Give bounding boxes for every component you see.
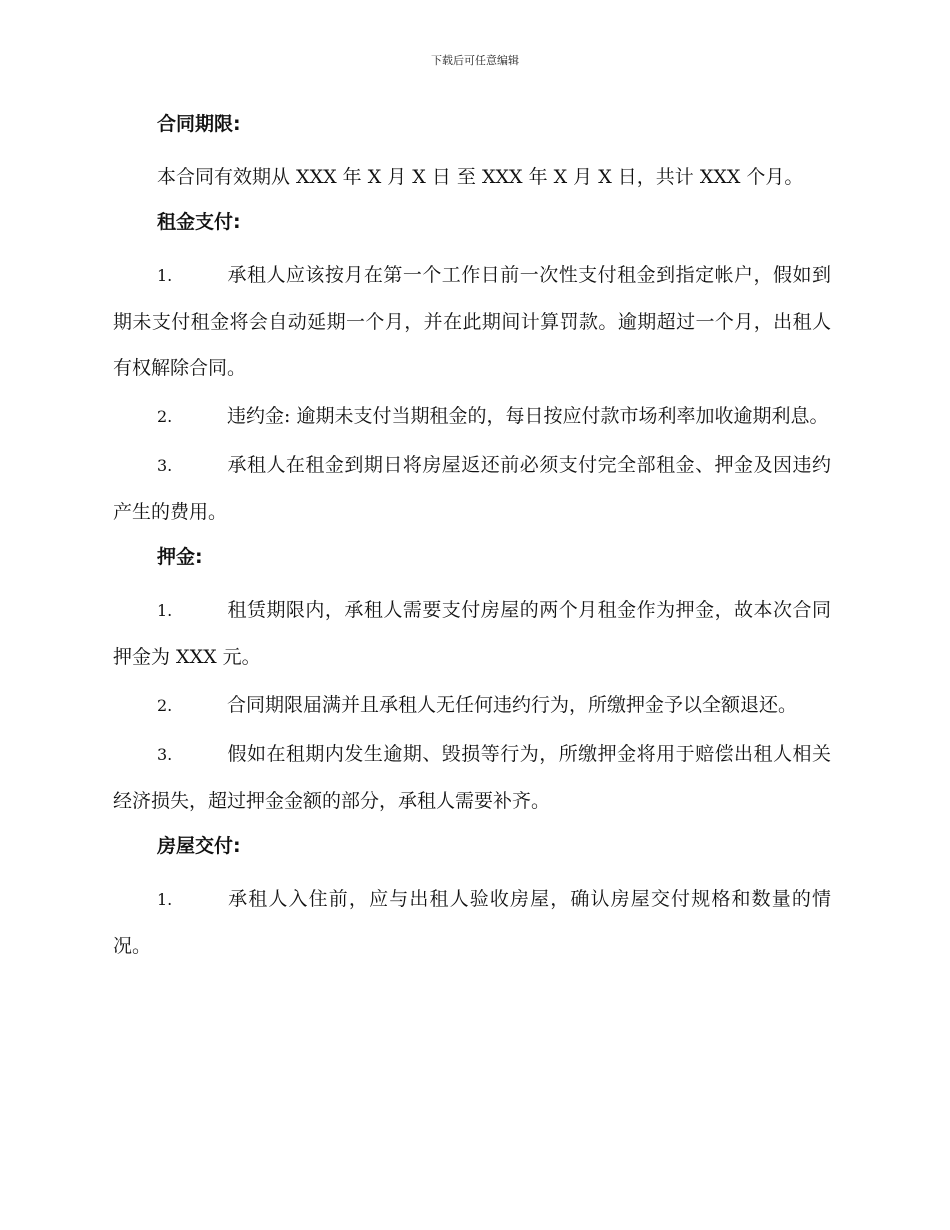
delivery-item-text: 承租人入住前，应与出租人验收房屋，确认房屋交付规格和数量的情况。 (113, 888, 831, 957)
deposit-item-number: 3. (157, 745, 173, 764)
rent-item (113, 252, 831, 391)
page-header: 下载后可任意编辑 (431, 54, 519, 67)
rent-item-text: 承租人在租金到期日将房屋返还前必须支付完全部租金、押金及因违约产生的费用。 (113, 454, 831, 523)
deposit-item (113, 731, 831, 824)
deposit-item-number: 2. (157, 696, 173, 715)
rent-item-number: 3. (157, 456, 173, 475)
delivery-item (113, 876, 831, 969)
delivery-item-number: 1. (157, 890, 173, 909)
deposit-item-text: 合同期限届满并且承租人无任何违约行为，所缴押金予以全额退还。 (227, 694, 798, 716)
rent-item-number: 2. (157, 407, 173, 426)
document-body (113, 110, 831, 971)
section-heading-delivery: 房屋交付: (157, 835, 241, 857)
rent-item-text: 违约金: 逾期未支付当期租金的，每日按应付款市场利率加收逾期利息。 (227, 405, 829, 427)
section-heading-term: 合同期限: (157, 113, 241, 135)
section-heading-rent: 租金支付: (157, 211, 241, 233)
deposit-item (113, 587, 831, 680)
deposit-item (113, 682, 831, 729)
rent-item (113, 393, 831, 440)
deposit-item-number: 1. (157, 601, 173, 620)
deposit-item-text: 假如在租期内发生逾期、毁损等行为，所缴押金将用于赔偿出租人相关经济损失，超过押金金额的部分，承租人需要补齐。 (113, 743, 831, 812)
deposit-item-text: 租赁期限内，承租人需要支付房屋的两个月租金作为押金，故本次合同押金为 XXX 元。 (113, 599, 831, 668)
rent-item-text: 承租人应该按月在第一个工作日前一次性支付租金到指定帐户，假如到期未支付租金将会自动延期一个月，并在此期间计算罚款。逾期超过一个月，出租人有权解除合同。 (113, 264, 831, 379)
rent-item (113, 442, 831, 535)
term-paragraph: 本合同有效期从 XXX 年 X 月 X 日 至 XXX 年 X 月 X 日，共计 XXX 个月。 (157, 166, 804, 188)
rent-item-number: 1. (157, 266, 173, 285)
section-heading-deposit: 押金: (157, 546, 203, 568)
